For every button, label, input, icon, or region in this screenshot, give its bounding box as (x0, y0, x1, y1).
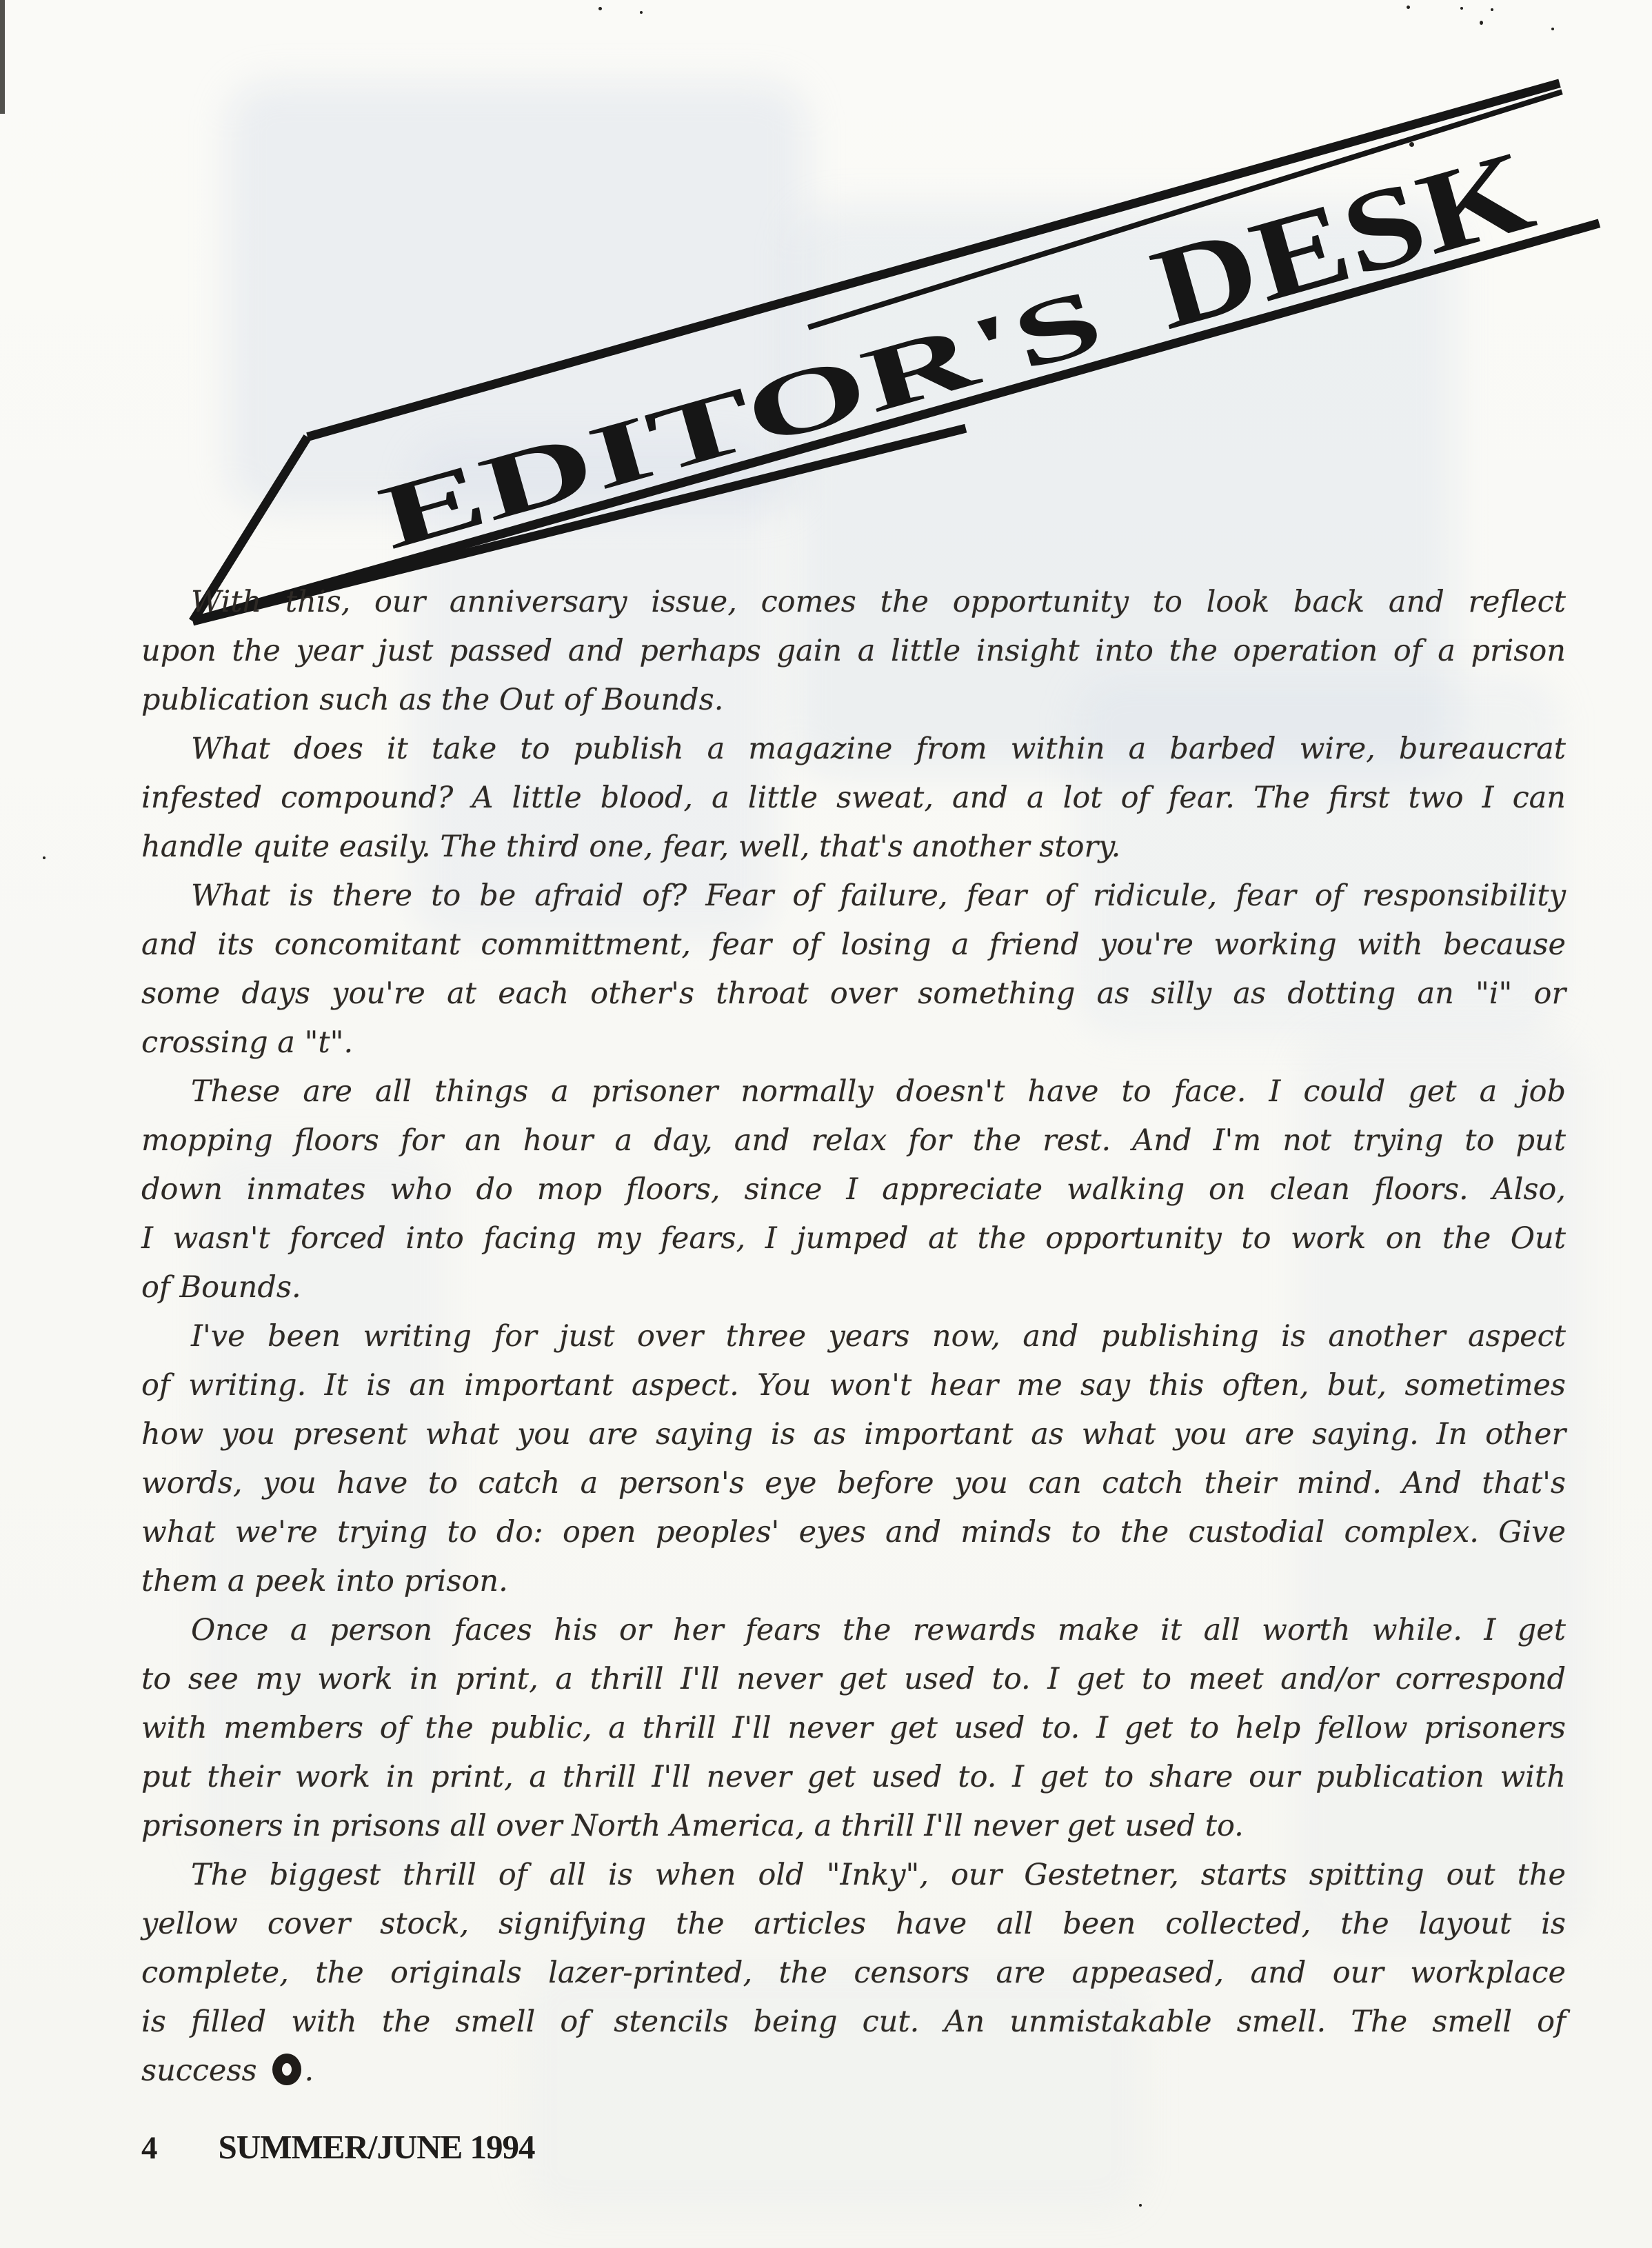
scan-speck (1460, 7, 1463, 10)
scan-speck (1409, 142, 1414, 147)
text-line: I've been writing for just over three years now, and publishing is another aspect (191, 1319, 1566, 1354)
scan-speck (1139, 2204, 1142, 2207)
scan-speck (598, 7, 602, 10)
text-line: infested compound? A little blood, a little sweat, and a lot of fear. The first two I can (141, 781, 1566, 815)
paragraph-6 (141, 1606, 1566, 1851)
text-line: I wasn't forced into facing my fears, I jumped at the opportunity to work on the Out (141, 1221, 1566, 1256)
text-line: crossing a "t". (141, 1025, 354, 1060)
text-line: The biggest thrill of all is when old "Inky", our Gestetner, starts spitting out the (191, 1858, 1566, 1892)
text-line-closing (141, 2047, 1566, 2096)
scan-edge-artifact (0, 0, 5, 114)
text-line: with members of the public, a thrill I'll never get used to. I get to help fellow prisoners (141, 1711, 1566, 1745)
end-of-article-icon (272, 2054, 301, 2085)
editors-desk-banner (134, 75, 1611, 658)
banner-graphic (134, 75, 1611, 658)
text-line: how you present what you are saying is as important as what you are saying. In other (141, 1417, 1566, 1452)
text-line: what we're trying to do: open peoples' eyes and minds to the custodial complex. Give (141, 1515, 1566, 1549)
banner-word-editors: EDITOR'S (368, 353, 814, 569)
text-line: These are all things a prisoner normally doesn't have to face. I could get a job (191, 1074, 1566, 1109)
text-line: of Bounds. (141, 1270, 301, 1305)
scan-speck (1480, 21, 1483, 25)
text-line: upon the year just passed and perhaps gain a little insight into the operation of a prison (141, 634, 1566, 668)
paragraph-2 (141, 725, 1566, 872)
banner-word-desk: DESK (1139, 145, 1478, 354)
paragraph-7 (141, 1851, 1566, 2096)
paragraph-3 (141, 872, 1566, 1067)
text-line: prisoners in prisons all over North America, a thrill I'll never get used to. (141, 1809, 1244, 1843)
text-line: to see my work in print, a thrill I'll never get used to. I get to meet and/or correspond (141, 1662, 1566, 1696)
text-line: mopping floors for an hour a day, and relax for the rest. And I'm not trying to put (141, 1123, 1566, 1158)
text-line: words, you have to catch a person's eye before you can catch their mind. And that's (141, 1466, 1566, 1501)
text-line: handle quite easily. The third one, fear, well, that's another story. (141, 830, 1121, 864)
text-line: some days you're at each other's throat over something as silly as dotting an "i" or (141, 976, 1566, 1011)
text-line: and its concomitant committment, fear of losing a friend you're working with because (141, 927, 1566, 962)
text-line: put their work in print, a thrill I'll never get used to. I get to share our publication with (141, 1760, 1566, 1794)
text-line: publication such as the Out of Bounds. (141, 683, 724, 717)
scan-speck (43, 856, 46, 859)
scan-speck (640, 11, 643, 14)
text-line: Once a person faces his or her fears the rewards make it all worth while. I get (191, 1613, 1566, 1647)
scan-speck (1551, 28, 1554, 30)
text-line: With this, our anniversary issue, comes the opportunity to look back and reflect (191, 585, 1566, 619)
issue-label: SUMMER/JUNE 1994 (218, 2128, 535, 2166)
paragraph-5 (141, 1312, 1566, 1606)
scan-speck (1491, 8, 1493, 11)
editors-desk-article (141, 578, 1566, 2096)
paragraph-4 (141, 1067, 1566, 1312)
closing-period: . (304, 2054, 314, 2088)
text-line: yellow cover stock, signifying the articles have all been collected, the layout is (141, 1907, 1566, 1941)
text-line: down inmates who do mop floors, since I appreciate walking on clean floors. Also, (141, 1172, 1566, 1207)
text-line: is filled with the smell of stencils being cut. An unmistakable smell. The smell of (141, 2005, 1566, 2039)
paragraph-1 (141, 578, 1566, 725)
closing-word: success (141, 2054, 257, 2088)
text-line: What does it take to publish a magazine from within a barbed wire, bureaucrat (191, 732, 1566, 766)
page-number: 4 (141, 2130, 158, 2166)
text-line: What is there to be afraid of? Fear of failure, fear of ridicule, fear of responsibility (191, 879, 1566, 913)
scan-speck (1407, 6, 1410, 9)
text-line: of writing. It is an important aspect. You won't hear me say this often, but, sometimes (141, 1368, 1566, 1403)
text-line: them a peek into prison. (141, 1564, 508, 1598)
page-footer (141, 2127, 535, 2167)
text-line: complete, the originals lazer-printed, the censors are appeased, and our workplace (141, 1956, 1566, 1990)
